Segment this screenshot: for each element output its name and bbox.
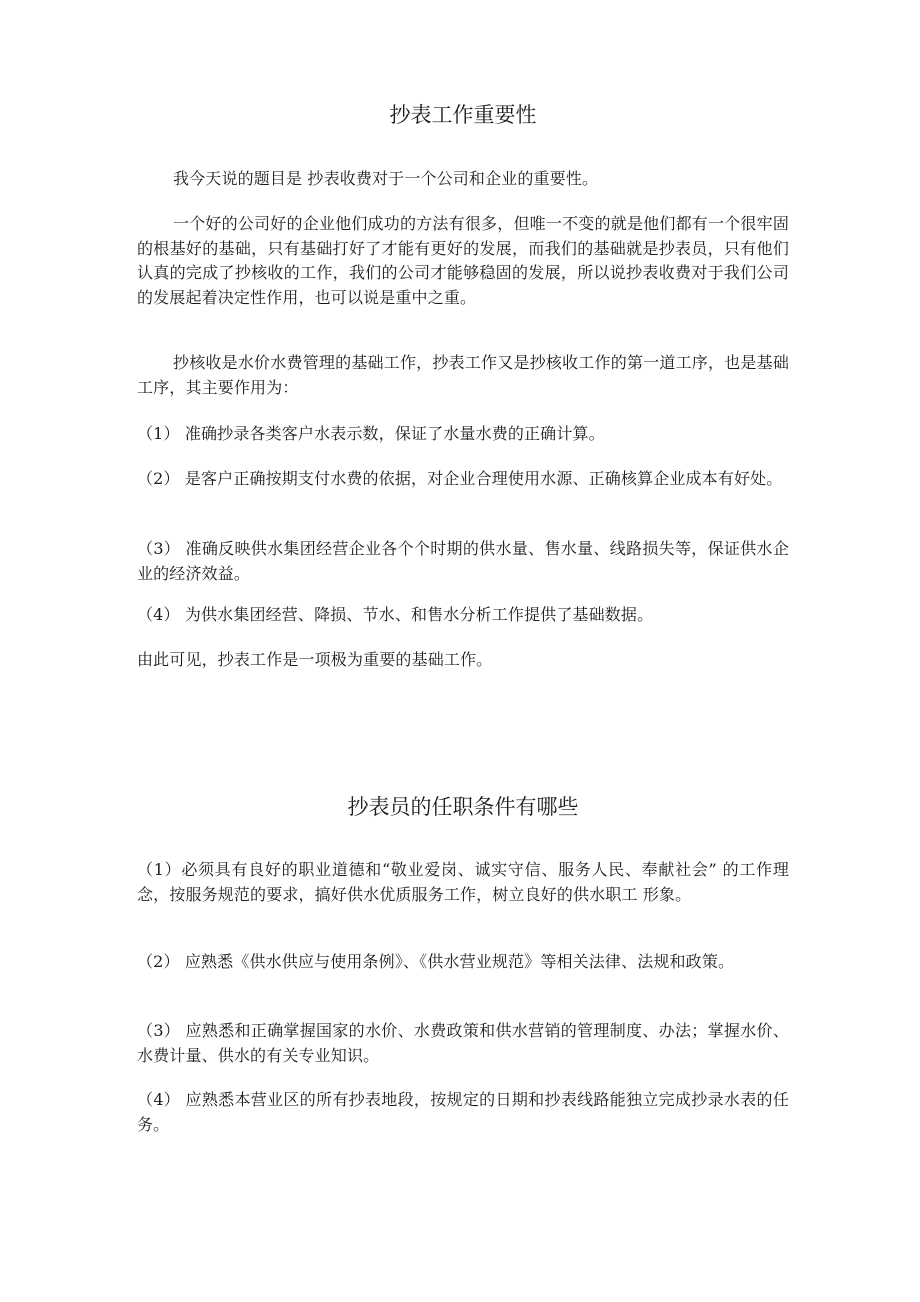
section-1-paragraph-2: 一个好的公司好的企业他们成功的方法有很多，但唯一不变的就是他们都有一个很牢固的根基好的基础，只有基础打好了才能有更好的发展，而我们的基础就是抄表员，只有他们认真的完成了抄核收的工作，我们的公司才能够稳固的发展，所以说抄表收费对于我们公司的发展起着决定性作用，也可以说是重中之重。 — [137, 214, 789, 307]
section-2-list-item-4: （4） 应熟悉本营业区的所有抄表地段，按规定的日期和抄表线路能独立完成抄录水表的任务。 — [137, 1090, 789, 1134]
section-1-list-item-3: （3） 准确反映供水集团经营企业各个个时期的供水量、售水量、线路损失等，保证供水企业的经济效益。 — [137, 539, 789, 583]
section-1-conclusion: 由此可见，抄表工作是一项极为重要的基础工作。 — [137, 650, 493, 669]
section-1-paragraph-3: 抄核收是水价水费管理的基础工作，抄表工作又是抄核收工作的第一道工序，也是基础工序，其主要作用为： — [137, 353, 789, 397]
section-1-list-item-4: （4） 为供水集团经营、降损、节水、和售水分析工作提供了基础数据。 — [137, 605, 654, 624]
section-1-list-item-2: （2） 是客户正确按期支付水费的依据，对企业合理使用水源、正确核算企业成本有好处。 — [137, 469, 783, 488]
section-1-list-item-1: （1） 准确抄录各类客户水表示数，保证了水量水费的正确计算。 — [137, 424, 605, 443]
section-2-list-item-3: （3） 应熟悉和正确掌握国家的水价、水费政策和供水营销的管理制度、办法；掌握水价、水费计量、供水的有关专业知识。 — [137, 1021, 789, 1065]
section-1-paragraph-1: 我今天说的题目是 抄表收费对于一个公司和企业的重要性。 — [173, 169, 599, 188]
section-2-title: 抄表员的任职条件有哪些 — [347, 795, 579, 819]
section-2-list-item-1: （1）必须具有良好的职业道德和“敬业爱岗、诚实守信、服务人民、奉献社会” 的工作理念，按服务规范的要求，搞好供水优质服务工作，树立良好的供水职工 形象。 — [137, 860, 789, 904]
section-2-list-item-2: （2） 应熟悉《供水供应与使用条例》、《供水营业规范》等相关法律、法规和政策。 — [137, 952, 735, 971]
section-1-title: 抄表工作重要性 — [389, 103, 537, 127]
